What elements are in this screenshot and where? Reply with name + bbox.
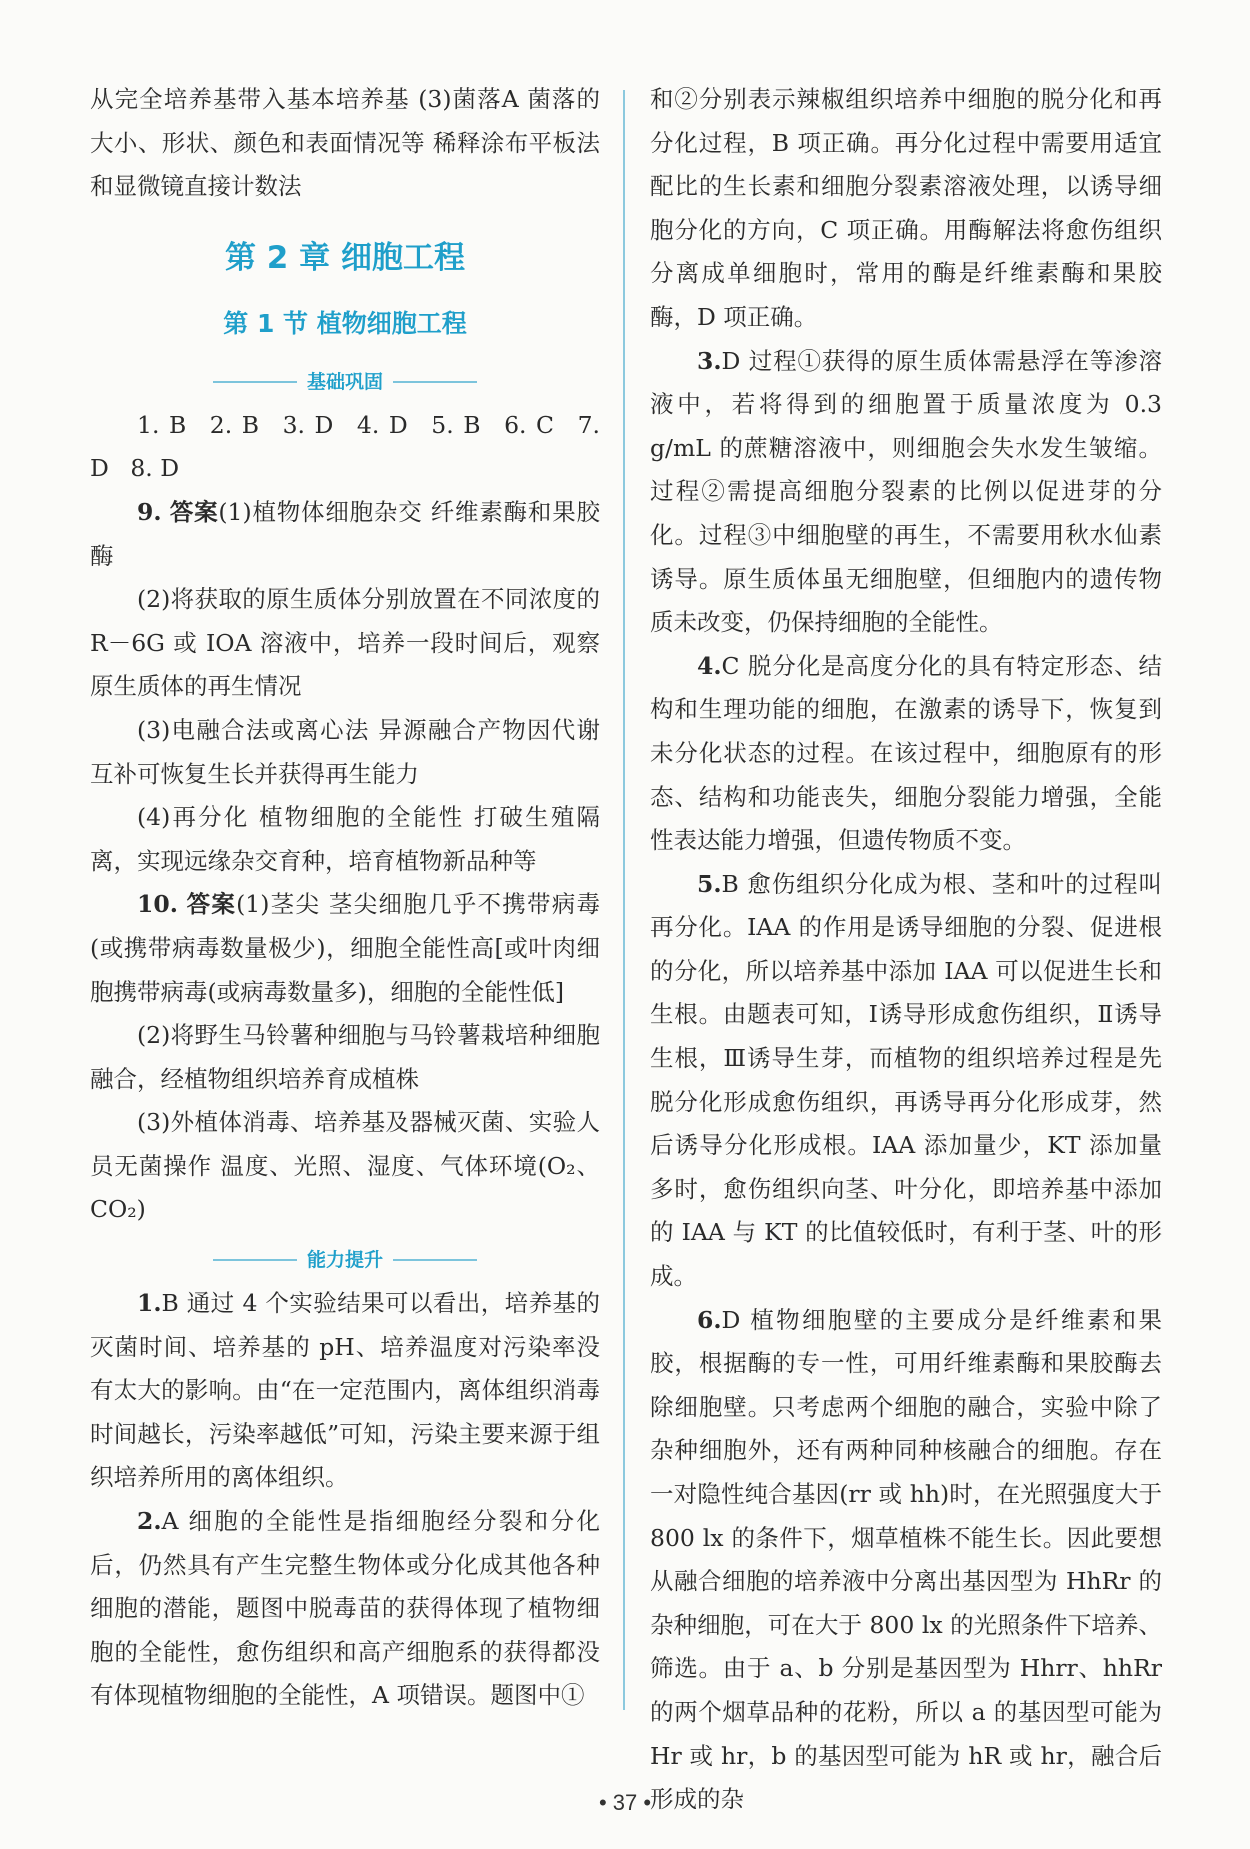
q10-number: 10. <box>137 890 178 919</box>
answer-1-number: 1. <box>137 1289 162 1318</box>
rule-right <box>393 381 477 383</box>
answer-6-number: 6. <box>697 1305 722 1334</box>
answer-4-text: C 脱分化是高度分化的具有特定形态、结构和生理功能的细胞，在激素的诱导下，恢复到未分化状态的过程。在该过程中，细胞原有的形态、结构和功能丧失，细胞分裂能力增强，全能性表达能力增强，但遗传物质不变。 <box>650 651 1162 855</box>
answer-2-continued: 和②分别表示辣椒组织培养中细胞的脱分化和再分化过程，B 项正确。再分化过程中需要用适宜配比的生长素和细胞分裂素溶液处理，以诱导细胞分化的方向，C 项正确。用酶解法将愈伤组织分离成单细胞时，常用的酶是纤维素酶和果胶酶，D 项正确。 <box>650 85 1162 331</box>
q9-p4: (4)再分化 植物细胞的全能性 打破生殖隔离，实现远缘杂交育种，培育植物新品种等 <box>90 803 600 875</box>
rule-left <box>213 1259 297 1261</box>
answer-3 <box>650 340 1162 645</box>
q10-p2: (2)将野生马铃薯种细胞与马铃薯栽培种细胞融合，经植物组织培养育成植株 <box>90 1021 600 1093</box>
left-column <box>90 78 600 1718</box>
quick-answer: 7. D <box>90 410 600 483</box>
q10-p3: (3)外植体消毒、培养基及器械灭菌、实验人员无菌操作 温度、光照、湿度、气体环境(O₂、CO₂) <box>90 1108 600 1224</box>
answer-2 <box>90 1500 600 1718</box>
quick-answer: 8. D <box>130 454 180 483</box>
answer-1-text: B 通过 4 个实验结果可以看出，培养基的灭菌时间、培养基的 pH、培养温度对污染率没有太大的影响。由“在一定范围内，离体组织消毒时间越长，污染率越低”可知，污染主要来源于组织培养所用的离体组织。 <box>90 1289 600 1492</box>
intro-text: 从完全培养基带入基本培养基 (3)菌落A 菌落的大小、形状、颜色和表面情况等 稀释涂布平板法和显微镜直接计数法 <box>90 85 600 201</box>
quick-answer: 3. D <box>282 410 334 439</box>
answer-4-number: 4. <box>697 651 722 680</box>
q9-p1 <box>90 491 600 578</box>
quick-answer: 6. C <box>504 410 555 439</box>
answer-4 <box>650 645 1162 863</box>
answer-3-number: 3. <box>697 346 722 375</box>
subheading-advanced-label: 能力提升 <box>306 1249 383 1272</box>
answer-3-text: D 过程①获得的原生质体需悬浮在等渗溶液中，若将得到的细胞置于质量浓度为 0.3 g/mL 的蔗糖溶液中，则细胞会失水发生皱缩。过程②需提高细胞分裂素的比例以促进芽的分化。过程③中细胞壁的再生，不需要用秋水仙素诱导。原生质体虽无细胞壁，但细胞内的遗传物质未改变，仍保持细胞的全能性。 <box>650 346 1162 637</box>
answer-5 <box>650 863 1162 1299</box>
section-title: 第 1 节 植物细胞工程 <box>223 308 467 338</box>
q10-text-1: (1)茎尖 茎尖细胞几乎不携带病毒(或携带病毒数量极少)，细胞全能性高[或叶肉细胞携带病毒(或病毒数量多)，细胞的全能性低] <box>90 890 600 1006</box>
q9-number: 9. <box>137 497 162 526</box>
right-column <box>650 78 1162 1822</box>
answer-5-text: B 愈伤组织分化成为根、茎和叶的过程叫再分化。IAA 的作用是诱导细胞的分裂、促进根的分化，所以培养基中添加 IAA 可以促进生长和生根。由题表可知，Ⅰ诱导形成愈伤组织，Ⅱ诱导生根，Ⅲ诱导生芽，而植物的组织培养过程是先脱分化形成愈伤组织，再诱导再分化形成芽，然后诱导分化形成根。IAA 添加量少，KT 添加量多时，愈伤组织向茎、叶分化，即培养基中添加的 IAA 与 KT 的比值较低时，有利于茎、叶的形成。 <box>650 869 1162 1291</box>
answer-6 <box>650 1299 1162 1822</box>
quick-answer: 2. B <box>209 410 260 439</box>
page-number: • 37 • <box>598 1790 652 1815</box>
chapter-title: 第 2 章 细胞工程 <box>225 239 465 276</box>
subheading-basics-label: 基础巩固 <box>306 370 383 393</box>
rule-left <box>213 381 297 383</box>
q9-text-1: (1)植物体细胞杂交 纤维素酶和果胶酶 <box>90 497 600 570</box>
rule-right <box>393 1259 477 1261</box>
q9-p2: (2)将获取的原生质体分别放置在不同浓度的 R－6G 或 IOA 溶液中，培养一段时间后，观察原生质体的再生情况 <box>90 585 600 701</box>
answer-1 <box>90 1282 600 1500</box>
answer-6-text: D 植物细胞壁的主要成分是纤维素和果胶，根据酶的专一性，可用纤维素酶和果胶酶去除细胞壁。只考虑两个细胞的融合，实验中除了杂种细胞外，还有两种同种核融合的细胞。存在一对隐性纯合基因(rr 或 hh)时，在光照强度大于 800 lx 的条件下，烟草植株不能生长。因此要想从融合细胞的培养液中分离出基因型为 HhRr 的杂种细胞，可在大于 800 lx 的光照条件下培养、筛选。由于 a、b 分别是基因型为 Hhrr、hhRr 的两个烟草品种的花粉，所以 a 的基因型可能为 Hr 或 hr，b 的基因型可能为 hR 或 hr，融合后形成的杂 <box>650 1305 1162 1814</box>
answer-5-number: 5. <box>697 869 722 898</box>
column-divider <box>623 90 625 1710</box>
answer-2-number: 2. <box>137 1507 162 1536</box>
quick-answers <box>90 404 600 491</box>
q9-label: 答案 <box>169 497 219 526</box>
answer-2-text: A 细胞的全能性是指细胞经分裂和分化后，仍然具有产生完整生物体或分化成其他各种细胞的潜能，题图中脱毒苗的获得体现了植物细胞的全能性，愈伤组织和高产细胞系的获得都没有体现植物细胞的全能性，A 项错误。题图中① <box>90 1507 600 1710</box>
quick-answer: 5. B <box>431 410 481 439</box>
subheading-basics <box>90 360 600 404</box>
quick-answer: 1. B <box>137 410 187 439</box>
q10-p1 <box>90 883 600 1014</box>
q10-label: 答案 <box>186 890 237 919</box>
q9-p3: (3)电融合法或离心法 异源融合产物因代谢互补可恢复生长并获得再生能力 <box>90 715 600 788</box>
quick-answer: 4. D <box>356 410 408 439</box>
subheading-advanced <box>90 1238 600 1282</box>
